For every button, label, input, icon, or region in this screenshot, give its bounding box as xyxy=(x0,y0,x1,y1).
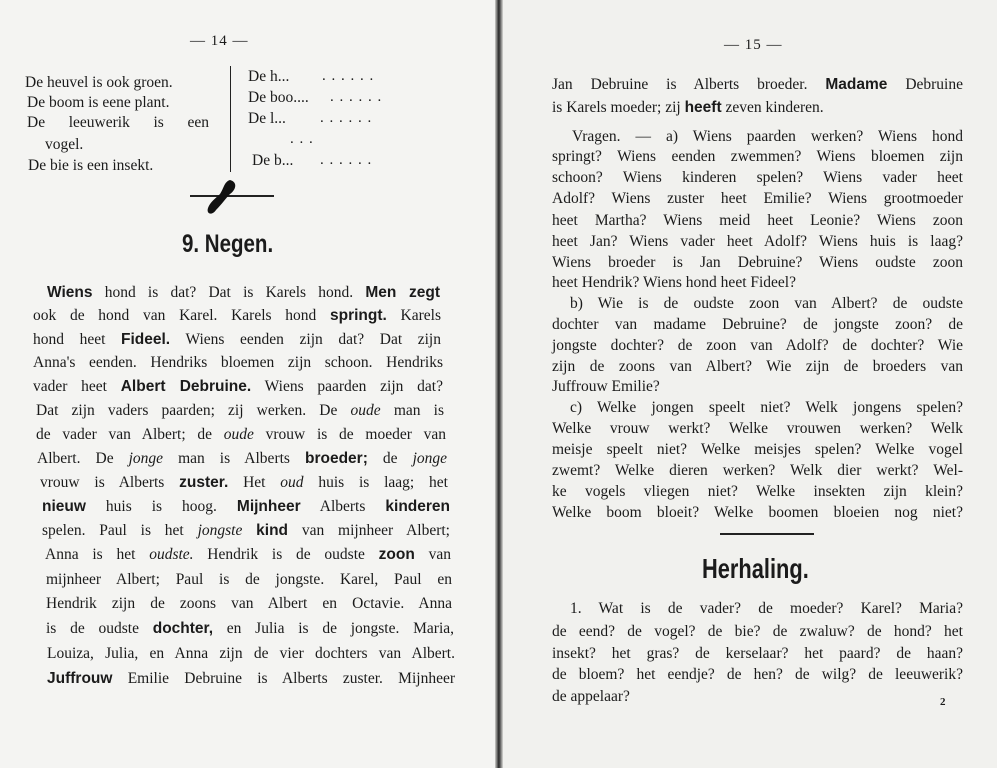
question-line: jongste dochter? de zoon van Adolf? de dochter? Wie xyxy=(552,337,963,354)
question-line: ke vogels vliegen niet? Welke insekten zijn klein? xyxy=(552,483,963,500)
text-line: is de oudste dochter, en Julia is de jongste. Maria, xyxy=(46,620,455,637)
question-line: Welke vrouw werkt? Welke vrouwen werken? Welk xyxy=(552,420,963,437)
text-line: Dat zijn vaders paarden; zij werken. De oude man is xyxy=(36,402,444,419)
column-divider xyxy=(230,66,231,172)
fill-dots: . . . . . . xyxy=(330,89,383,105)
question-line: meisje speelt niet? Welke meisjes spelen? Welke vogel xyxy=(552,441,963,458)
exercise-line: De leeuwerik is een xyxy=(27,114,209,131)
text-line: ook de hond van Karel. Karels hond springt. Karels xyxy=(33,307,442,324)
review-line: insekt? het gras? de kerselaar? het paard? de haan? xyxy=(552,645,963,662)
lesson-title: 9. Negen. xyxy=(182,230,274,258)
question-line: zwemt? Welke dieren werken? Welk dier werkt? Wel- xyxy=(552,462,963,479)
review-line: 1. Wat is de vader? de moeder? Karel? Maria? xyxy=(570,600,963,617)
text-line: Louiza, Julia, en Anna zijn de vier dochters van Albert. xyxy=(47,645,455,662)
question-line: heet Hendrik? Wiens hond heet Fideel? xyxy=(552,274,796,291)
text-line: Juffrouw Emilie Debruine is Alberts zuster. Mijnheer xyxy=(47,670,455,687)
question-line: Adolf? Wiens zuster heet Emilie? Wiens grootmoeder xyxy=(552,190,963,207)
question-line: c) Welke jongen speelt niet? Welk jongens spelen? xyxy=(570,399,963,416)
review-title: Herhaling. xyxy=(702,553,809,584)
fill-dots: . . . xyxy=(290,131,314,147)
text-line: Anna is het oudste. Hendrik is de oudste zoon van xyxy=(45,546,451,563)
text-line: spelen. Paul is het jongste kind van mijnheer Albert; xyxy=(42,522,450,539)
text-line: vrouw is Alberts zuster. Het oud huis is laag; het xyxy=(40,474,448,491)
section-divider xyxy=(720,533,814,535)
text-line: Jan Debruine is Alberts broeder. Madame Debruine xyxy=(552,76,963,93)
page-number-right: — 15 — xyxy=(724,37,783,53)
text-line: de vader van Albert; de oude vrouw is de moeder van xyxy=(36,426,446,443)
fill-dots: . . . . . . xyxy=(320,152,373,168)
exercise-line: De boom is eene plant. xyxy=(27,94,170,111)
exercise-blank: De b... xyxy=(252,152,294,169)
review-line: de appelaar? xyxy=(552,688,630,705)
text-line: Anna's eenden. Hendriks bloemen zijn schoon. Hendriks xyxy=(33,354,443,371)
text-line: vader heet Albert Debruine. Wiens paarden zijn dat? xyxy=(33,378,443,395)
signature-mark: 2 xyxy=(940,696,946,708)
question-line: Vragen. — a) Wiens paarden werken? Wiens hond xyxy=(572,128,963,145)
text-line: hond heet Fideel. Wiens eenden zijn dat? Dat zijn xyxy=(33,331,441,348)
exercise-line: De bie is een insekt. xyxy=(28,157,154,174)
exercise-line: De heuvel is ook groen. xyxy=(25,74,173,91)
fill-dots: . . . . . . xyxy=(320,110,373,126)
text-line: Albert. De jonge man is Alberts broeder; de jonge xyxy=(37,450,447,467)
question-line: zijn de zoons van Albert? Wie zijn de broeders van xyxy=(552,358,963,375)
question-line: springt? Wiens eenden zwemmen? Wiens bloemen zijn xyxy=(552,148,963,165)
question-line: heet Martha? Wiens meid heet Leonie? Wiens zoon xyxy=(552,212,963,229)
text-line: Hendrik zijn de zoons van Albert en Octavie. Anna xyxy=(46,595,452,612)
text-line: is Karels moeder; zij heeft zeven kinderen. xyxy=(552,99,824,116)
review-line: de eend? de vogel? de bie? de zwaluw? de hond? het xyxy=(552,623,963,640)
question-line: schoon? Wiens kinderen spelen? Wiens vader heet xyxy=(552,169,963,186)
text-line: Wiens hond is dat? Dat is Karels hond. Men zegt xyxy=(47,284,440,301)
question-line: b) Wie is de oudste zoon van Albert? de oudste xyxy=(570,295,963,312)
exercise-blank: De h... xyxy=(248,68,290,85)
question-line: dochter van madame Debruine? de jongste zoon? de xyxy=(552,316,963,333)
review-line: de bloem? het eendje? de hen? de wilg? de leeuwerik? xyxy=(552,666,963,683)
book-gutter xyxy=(495,0,503,768)
fill-dots: . . . . . . xyxy=(322,68,375,84)
text-line: mijnheer Albert; Paul is de jongste. Karel, Paul en xyxy=(46,571,452,588)
ink-blot-ornament xyxy=(190,176,276,222)
exercise-blank: De boo.... xyxy=(248,89,309,106)
question-line: Juffrouw Emilie? xyxy=(552,378,660,395)
question-line: Welke boom bloeit? Welke boomen bloeien nog niet? xyxy=(552,504,963,521)
exercise-line: vogel. xyxy=(45,136,84,153)
question-line: heet Jan? Wiens vader heet Adolf? Wiens huis is laag? xyxy=(552,233,963,250)
page-number-left: — 14 — xyxy=(190,33,249,49)
exercise-blank: De l... xyxy=(248,110,286,127)
text-line: nieuw huis is hoog. Mijnheer Alberts kinderen xyxy=(42,498,450,515)
question-line: Wiens broeder is Jan Debruine? Wiens oudste zoon xyxy=(552,254,963,271)
